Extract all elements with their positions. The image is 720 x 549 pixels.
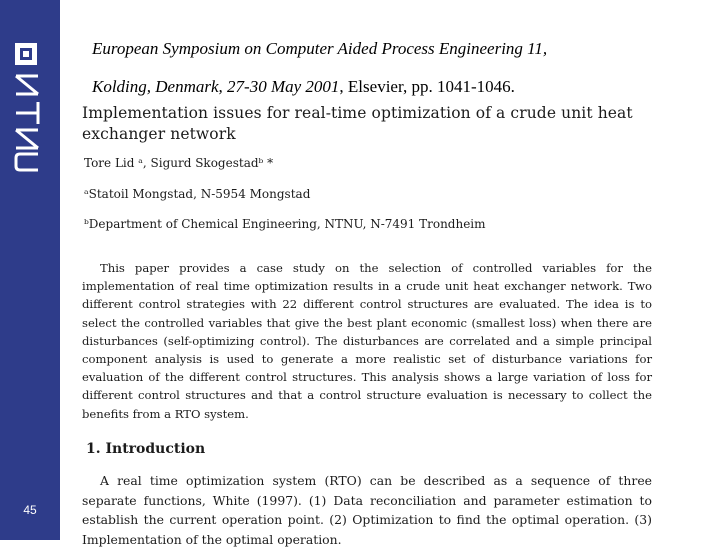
section-heading-introduction: 1. Introduction xyxy=(86,441,206,457)
affiliation-ntnu: ᵇDepartment of Chemical Engineering, NTNU, N-7491 Trondheim xyxy=(84,217,486,231)
citation-line-2 xyxy=(92,68,702,106)
logo-square-core xyxy=(23,51,29,57)
ntnu-logo-graphic xyxy=(14,42,44,172)
abstract-text: This paper provides a case study on the selection of controlled variables for the implementation of real time optimization results in a crude unit heat exchanger network. Two different control strategies with 22 different control structures are evaluated. The idea is to select the controlled variables that give the best plant economic (smallest loss) when there are disturbances (self-optimizing control). The disturbances are correlated and a simple principal component analysis is used to generate a more realistic set of disturbance variations for evaluation of the different control structures. This analysis shows a large variation of loss for different control structures and that a control structure evaluation is necessary to collect the benefits from a RTO system. xyxy=(82,261,652,421)
introduction-text: A real time optimization system (RTO) can be described as a sequence of three separate functions, White (1997). (1) Data reconciliation and parameter estimation to establish the current operation point. (2) Optimization to find the optimal operation. (3) Implementation of the optimal operation. xyxy=(82,473,652,547)
page-number: 45 xyxy=(23,503,37,517)
ntnu-logo-icon xyxy=(14,42,44,172)
logo-letters xyxy=(16,76,38,170)
citation-publisher: , Elsevier, pp. 1041-1046. xyxy=(339,77,515,96)
citation xyxy=(92,30,702,106)
abstract xyxy=(82,259,652,423)
citation-conference: European Symposium on Computer Aided Process Engineering 11, xyxy=(92,39,548,58)
paper-title: Implementation issues for real-time optimization of a crude unit heat exchanger network xyxy=(82,104,633,143)
sidebar xyxy=(0,0,60,540)
paper-excerpt xyxy=(82,103,702,547)
citation-location-date: Kolding, Denmark, 27-30 May 2001 xyxy=(92,77,340,96)
introduction xyxy=(82,471,652,549)
citation-line-1 xyxy=(92,30,702,68)
affiliation-statoil: ᵃStatoil Mongstad, N-5954 Mongstad xyxy=(84,187,311,201)
paper-authors: Tore Lid ᵃ, Sigurd Skogestadᵇ * xyxy=(84,156,274,170)
